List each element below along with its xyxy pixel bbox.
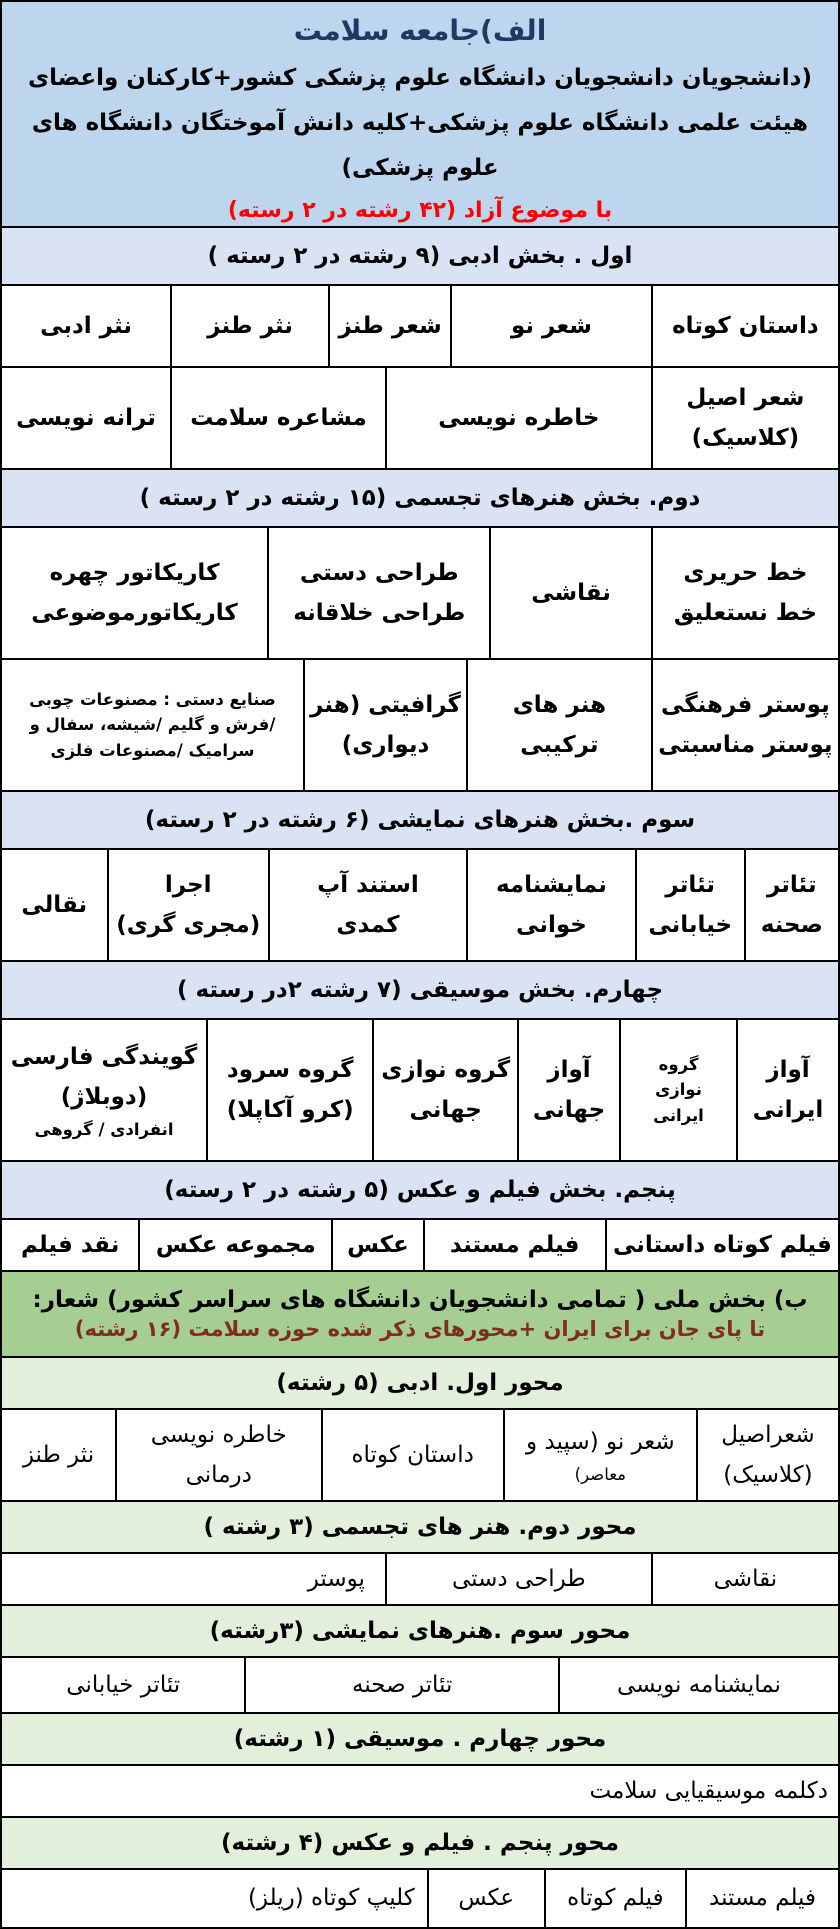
category-label: نقالی	[21, 891, 88, 918]
category-cell	[466, 660, 651, 790]
category-cell	[303, 660, 466, 790]
category-cell	[696, 1410, 838, 1500]
category-label: ترانه نویسی	[16, 404, 156, 431]
category-label: داستان کوتاه	[351, 1441, 474, 1468]
category-label: نثر طنز	[207, 312, 293, 339]
category-cell	[385, 368, 651, 468]
category-label: هنر های	[512, 691, 607, 718]
category-label: عکس	[458, 1885, 515, 1912]
category-label: تئاتر	[665, 871, 716, 898]
category-label: نثر طنز	[22, 1441, 95, 1468]
category-cell	[651, 528, 838, 658]
category-cell	[635, 850, 744, 960]
category-label: (کلاسیک)	[723, 1462, 813, 1488]
category-label: گروه نوازی	[381, 1056, 511, 1083]
category-cell	[267, 528, 489, 658]
category-label: دکلمه موسیقیایی سلامت	[589, 1777, 828, 1804]
category-cell	[489, 528, 650, 658]
table-row	[2, 1766, 838, 1818]
section-header-axis1-literary: محور اول. ادبی (۵ رشته)	[2, 1358, 838, 1410]
category-cell	[138, 1220, 331, 1270]
category-cell	[423, 1220, 605, 1270]
category-cell	[651, 1554, 838, 1604]
category-cell	[558, 1658, 838, 1712]
table-row	[2, 368, 838, 470]
category-cell	[2, 1410, 115, 1500]
category-cell	[328, 286, 450, 366]
category-label: (مجری گری)	[116, 912, 261, 938]
category-label: تئاتر خیابانی	[66, 1671, 181, 1698]
category-label: /فرش و گلیم /شیشه، سفال و	[29, 715, 276, 735]
category-label: گروه سرود	[226, 1056, 354, 1083]
table-row	[2, 660, 838, 792]
category-cell	[651, 286, 838, 366]
table-row	[2, 1020, 838, 1162]
category-label: ایرانی	[653, 1105, 704, 1125]
category-cell	[268, 850, 466, 960]
category-label: خاطره نویسی	[438, 404, 600, 431]
section-header-axis3-performing: محور سوم .هنرهای نمایشی (۳رشته)	[2, 1606, 838, 1658]
category-cell	[2, 1220, 138, 1270]
category-label: شعراصیل	[721, 1421, 815, 1448]
category-label: فیلم کوتاه داستانی	[613, 1231, 832, 1258]
category-cell	[503, 1410, 696, 1500]
category-cell	[605, 1220, 838, 1270]
category-label: صنایع دستی : مصنوعات چوبی	[29, 689, 276, 709]
category-label: کمدی	[336, 912, 400, 938]
category-cell	[2, 1554, 385, 1604]
category-cell	[2, 286, 170, 366]
program-header-block	[2, 2, 838, 228]
category-label: مجموعه عکس	[155, 1231, 316, 1258]
national-banner-slogan: تا پای جان برای ایران +محورهای ذکر شده حوزه سلامت (۱۶ رشته)	[74, 1317, 766, 1341]
category-cell	[736, 1020, 838, 1160]
category-cell	[244, 1658, 558, 1712]
category-label: نقد فیلم	[20, 1231, 120, 1258]
category-label: اجرا	[164, 871, 212, 898]
category-cell	[2, 1020, 206, 1160]
table-row	[2, 528, 838, 660]
table-row	[2, 1410, 838, 1502]
category-cell	[466, 850, 635, 960]
category-cell	[206, 1020, 372, 1160]
category-cell	[2, 1870, 427, 1927]
section-header-performing-arts: سوم .بخش هنرهای نمایشی (۶ رشته در ۲ رسته)	[2, 792, 838, 850]
category-cell	[2, 1766, 838, 1816]
category-label: نوازی	[655, 1080, 702, 1100]
category-cell	[619, 1020, 736, 1160]
table-row	[2, 1554, 838, 1606]
category-label: پوستر	[307, 1565, 365, 1592]
section-header-visual-arts: دوم. بخش هنرهای تجسمی (۱۵ رشته در ۲ رسته )	[2, 470, 838, 528]
category-label: ایرانی	[752, 1097, 824, 1123]
category-label: معاصر)	[574, 1465, 627, 1485]
category-label: فیلم مستند	[709, 1885, 816, 1912]
category-label: کلیپ کوتاه (ریلز)	[247, 1885, 415, 1912]
category-label: نمایشنامه	[495, 871, 607, 898]
category-label: گویندگی فارسی	[10, 1043, 198, 1070]
national-section-banner	[2, 1272, 838, 1358]
category-label: تئاتر	[766, 871, 817, 898]
category-label: جهانی	[532, 1097, 606, 1123]
category-cell	[744, 850, 838, 960]
category-label: شعر طنز	[338, 312, 442, 339]
category-label: استند آپ	[317, 871, 419, 898]
category-label: پوستر فرهنگی	[661, 691, 830, 718]
category-label: خاطره نویسی	[150, 1421, 287, 1448]
category-cell	[170, 368, 385, 468]
category-label: مشاعره سلامت	[190, 404, 367, 431]
category-cell	[2, 528, 267, 658]
national-banner-title: ب) بخش ملی ( تمامی دانشجویان دانشگاه های سراسر کشور) شعار:	[32, 1287, 808, 1313]
category-cell	[2, 850, 107, 960]
category-label: گرافیتی (هنر	[310, 691, 461, 718]
category-label: جهانی	[409, 1097, 482, 1123]
section-header-film-photo: پنجم. بخش فیلم و عکس (۵ رشته در ۲ رسته)	[2, 1162, 838, 1220]
category-label: تئاتر صحنه	[352, 1671, 453, 1698]
category-cell	[544, 1870, 685, 1927]
category-label: نمایشنامه نویسی	[617, 1671, 781, 1698]
table-row	[2, 286, 838, 368]
table-row	[2, 850, 838, 962]
category-label: آواز	[547, 1056, 591, 1083]
table-row	[2, 1658, 838, 1714]
category-cell	[372, 1020, 517, 1160]
section-header-literary: اول . بخش ادبی (۹ رشته در ۲ رسته )	[2, 228, 838, 286]
category-label: نقاشی	[531, 579, 611, 606]
category-label: داستان کوتاه	[672, 312, 819, 339]
category-cell	[331, 1220, 422, 1270]
category-cell	[2, 660, 303, 790]
category-label: خط نستعلیق	[673, 600, 817, 626]
category-cell	[2, 1658, 244, 1712]
category-label: طراحی دستی	[451, 1565, 586, 1592]
section-header-axis4-music: محور چهارم . موسیقی (۱ رشته)	[2, 1714, 838, 1766]
category-label: (کلاسیک)	[691, 425, 800, 451]
category-label: صحنه	[760, 912, 823, 938]
category-label: طراحی دستی	[299, 559, 459, 586]
category-label: پوستر مناسبتی	[658, 732, 833, 758]
category-cell	[517, 1020, 619, 1160]
category-cell	[685, 1870, 838, 1927]
category-cell	[651, 368, 838, 468]
category-label: ترکیبی	[520, 732, 599, 758]
section-header-axis2-visual: محور دوم. هنر های تجسمی (۳ رشته )	[2, 1502, 838, 1554]
category-cell	[2, 368, 170, 468]
category-label: خوانی	[516, 912, 587, 938]
participants-description: (دانشجویان دانشجویان دانشگاه علوم پزشکی کشور+کارکنان واعضای هیئت علمی دانشگاه علوم پزشکی+کلیه دانش آموختگان دانشگاه های علوم پزشکی)	[28, 65, 812, 181]
category-cell	[115, 1410, 321, 1500]
category-label: خیابانی	[648, 912, 733, 938]
section-header-axis5-film-photo: محور پنجم . فیلم و عکس (۴ رشته)	[2, 1818, 838, 1870]
category-cell	[170, 286, 328, 366]
table-row	[2, 1870, 838, 1927]
category-cell	[450, 286, 651, 366]
category-label: درمانی	[185, 1462, 252, 1488]
section-header-music: چهارم. بخش موسیقی (۷ رشته ۲در رسته )	[2, 962, 838, 1020]
category-label: شعر نو (سپید و	[526, 1429, 675, 1456]
category-label: (دوبلاژ)	[60, 1084, 148, 1111]
category-label: دیواری)	[341, 732, 430, 758]
category-label: خط حریری	[683, 559, 808, 586]
category-label: انفرادی / گروهی	[34, 1120, 174, 1140]
category-label: شعر اصیل	[686, 384, 805, 411]
category-label: نقاشی	[713, 1565, 778, 1592]
category-label: سرامیک /مصنوعات فلزی	[50, 740, 255, 760]
category-cell	[427, 1870, 544, 1927]
category-label: (کرو آکاپلا)	[226, 1097, 354, 1123]
sections	[2, 228, 838, 1927]
category-label: آواز	[766, 1056, 810, 1083]
theme-note: با موضوع آزاد (۴۲ رشته در ۲ رسته)	[227, 198, 613, 223]
category-cell	[321, 1410, 503, 1500]
category-label: کاریکاتورموضوعی	[31, 600, 238, 626]
category-cell	[107, 850, 268, 960]
category-label: فیلم مستند	[449, 1231, 580, 1258]
category-cell	[385, 1554, 651, 1604]
category-label: فیلم کوتاه	[567, 1885, 664, 1912]
category-label: شعر نو	[510, 312, 592, 339]
table-row	[2, 1220, 838, 1272]
category-label: عکس	[347, 1231, 409, 1258]
category-label: کاریکاتور چهره	[49, 559, 220, 586]
program-title: الف)جامعه سلامت	[293, 14, 547, 47]
category-label: نثر ادبی	[40, 312, 133, 339]
category-label: گروه	[658, 1054, 699, 1074]
category-label: طراحی خلاقانه	[293, 600, 466, 626]
category-cell	[651, 660, 838, 790]
